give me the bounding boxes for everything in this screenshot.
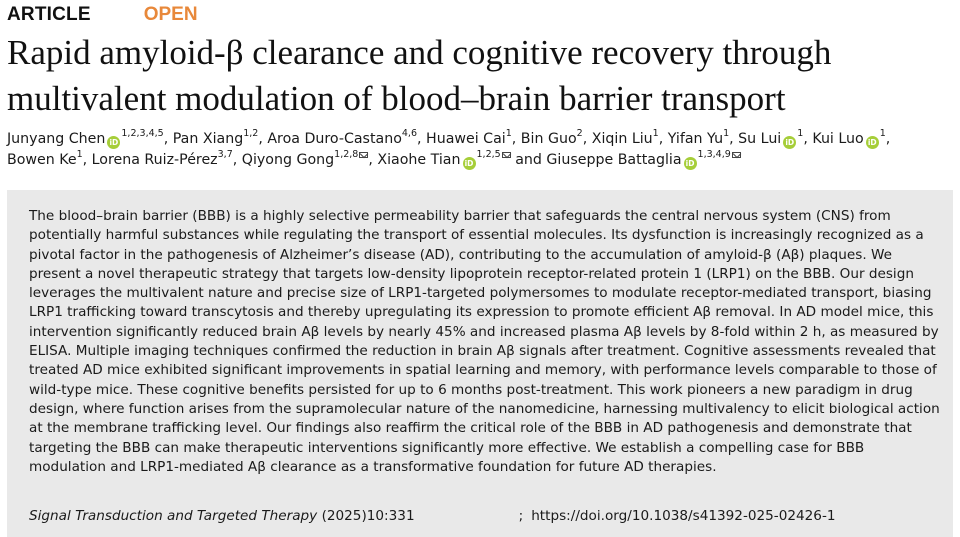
orcid-icon[interactable]: iD — [866, 136, 879, 149]
email-icon[interactable] — [502, 152, 511, 158]
abstract-text: The blood–brain barrier (BBB) is a highly selective permeability barrier that safeguards the central nervous system (CNS) from potentially harmful substances while regulating the transport of essential molecules. Its dysfunction is increasingly recognized as a pivotal factor in the pathogenesis of Alzheimer’s disease (AD), contributing to the accumulation of amyloid-β (Aβ) plaques. We present a novel therapeutic strategy that targets low-density lipoprotein receptor-related protein 1 (LRP1) on the BBB. Our design leverages the multivalent nature and precise size of LRP1-targeted polymersomes to modulate receptor-mediated transport, biasing LRP1 trafficking toward transcytosis and thereby upregulating its expression to promote efficient Aβ removal. In AD model mice, this intervention significantly reduced brain Aβ levels by nearly 45% and increased plasma Aβ levels by 8-fold within 2 h, as measured by ELISA. Multiple imaging techniques confirmed the reduction in brain Aβ signals after treatment. Cognitive assessments revealed that treated AD mice exhibited significant improvements in spatial learning and memory, with performance levels comparable to those of wild-type mice. These cognitive benefits persisted for up to 6 months post-treatment. This work pioneers a new paradigm in drug design, where function arises from the supramolecular nature of the nanomedicine, harnessing multivalency to elicit biological action at the membrane trafficking level. Our findings also reaffirm the critical role of the BBB in AD pathogenesis and demonstrate that targeting the BBB can make therapeutic interventions significantly more effective. We establish a compelling case for BBB modulation and LRP1-mediated Aβ clearance as a transformative foundation for future AD therapies. — [29, 208, 940, 475]
affiliation-numbers: 1 — [652, 128, 659, 140]
affiliation-numbers: 1 — [797, 128, 804, 140]
author-separator: , — [803, 131, 813, 147]
author-item[interactable] — [812, 128, 886, 147]
author-item[interactable] — [7, 149, 83, 168]
author-separator: , — [582, 131, 592, 147]
email-icon[interactable] — [732, 152, 741, 158]
orcid-icon[interactable]: iD — [107, 136, 120, 149]
author-separator: , — [368, 152, 378, 168]
affiliation-numbers: 1,2 — [243, 128, 259, 140]
author-separator: , — [658, 131, 668, 147]
doi-link[interactable]: https://doi.org/10.1038/s41392-025-02426-1 — [531, 508, 836, 524]
affiliation-numbers: 1,2,8 — [334, 149, 359, 161]
affiliation-numbers: 1 — [723, 128, 730, 140]
affiliation-numbers: 1 — [76, 149, 83, 161]
author-separator: , — [511, 131, 521, 147]
author-item[interactable] — [738, 128, 804, 147]
author-name[interactable]: Pan Xiang — [172, 131, 244, 147]
author-separator: , — [82, 152, 92, 168]
author-name[interactable]: Aroa Duro-Castano — [267, 131, 402, 147]
author-name[interactable]: Bowen Ke — [7, 152, 77, 168]
affiliation-numbers: 4,6 — [401, 128, 417, 140]
paper-title: Rapid amyloid-β clearance and cognitive recovery through multivalent modulation of blood–brain barrier transport — [7, 33, 832, 118]
author-item[interactable] — [377, 149, 510, 168]
affiliation-numbers: 3,7 — [217, 149, 233, 161]
affiliation-numbers: 1,2,3,4,5 — [121, 128, 164, 140]
affiliation-numbers: 1,3,4,9 — [697, 149, 731, 161]
abstract-box — [7, 190, 953, 537]
orcid-icon[interactable]: iD — [684, 157, 697, 170]
journal-name: Signal Transduction and Targeted Therapy — [29, 508, 318, 524]
open-access-label[interactable]: OPEN — [143, 4, 198, 25]
author-separator: , — [729, 131, 739, 147]
author-separator: , — [258, 131, 268, 147]
affiliation-numbers: 2 — [576, 128, 583, 140]
author-name[interactable]: Giuseppe Battaglia — [546, 152, 682, 168]
email-icon[interactable] — [359, 152, 368, 158]
author-name[interactable]: Xiqin Liu — [591, 131, 653, 147]
author-item[interactable] — [267, 128, 417, 147]
author-name[interactable]: Bin Guo — [520, 131, 577, 147]
author-name[interactable]: Junyang Chen — [7, 131, 106, 147]
author-separator: , — [232, 152, 242, 168]
author-list — [7, 129, 952, 171]
author-name[interactable]: Huawei Cai — [426, 131, 506, 147]
article-type-label: ARTICLE — [7, 4, 91, 25]
author-name[interactable]: Su Lui — [738, 131, 782, 147]
author-item[interactable] — [241, 149, 369, 168]
orcid-icon[interactable]: iD — [783, 136, 796, 149]
citation-line — [29, 508, 941, 524]
author-item[interactable] — [91, 149, 233, 168]
author-separator: , — [885, 131, 891, 147]
author-name[interactable]: Qiyong Gong — [241, 152, 335, 168]
year-volume: (2025)10:331 — [321, 508, 415, 524]
author-item[interactable] — [426, 128, 512, 147]
affiliation-numbers: 1,2,5 — [476, 149, 501, 161]
author-name[interactable]: Kui Luo — [812, 131, 864, 147]
citation-separator: ; — [518, 508, 524, 524]
author-separator: and — [510, 152, 547, 168]
author-item[interactable] — [591, 128, 659, 147]
author-separator: , — [163, 131, 173, 147]
author-item[interactable] — [546, 149, 740, 168]
author-name[interactable]: Yifan Yu — [667, 131, 724, 147]
author-name[interactable]: Xiaohe Tian — [377, 152, 461, 168]
orcid-icon[interactable]: iD — [463, 157, 476, 170]
author-separator: , — [417, 131, 427, 147]
author-item[interactable] — [172, 128, 259, 147]
author-item[interactable] — [7, 128, 164, 147]
author-name[interactable]: Lorena Ruiz-Pérez — [91, 152, 218, 168]
affiliation-numbers: 1 — [505, 128, 512, 140]
author-item[interactable] — [667, 128, 730, 147]
affiliation-numbers: 1 — [879, 128, 886, 140]
article-header — [7, 4, 198, 26]
author-item[interactable] — [520, 128, 583, 147]
